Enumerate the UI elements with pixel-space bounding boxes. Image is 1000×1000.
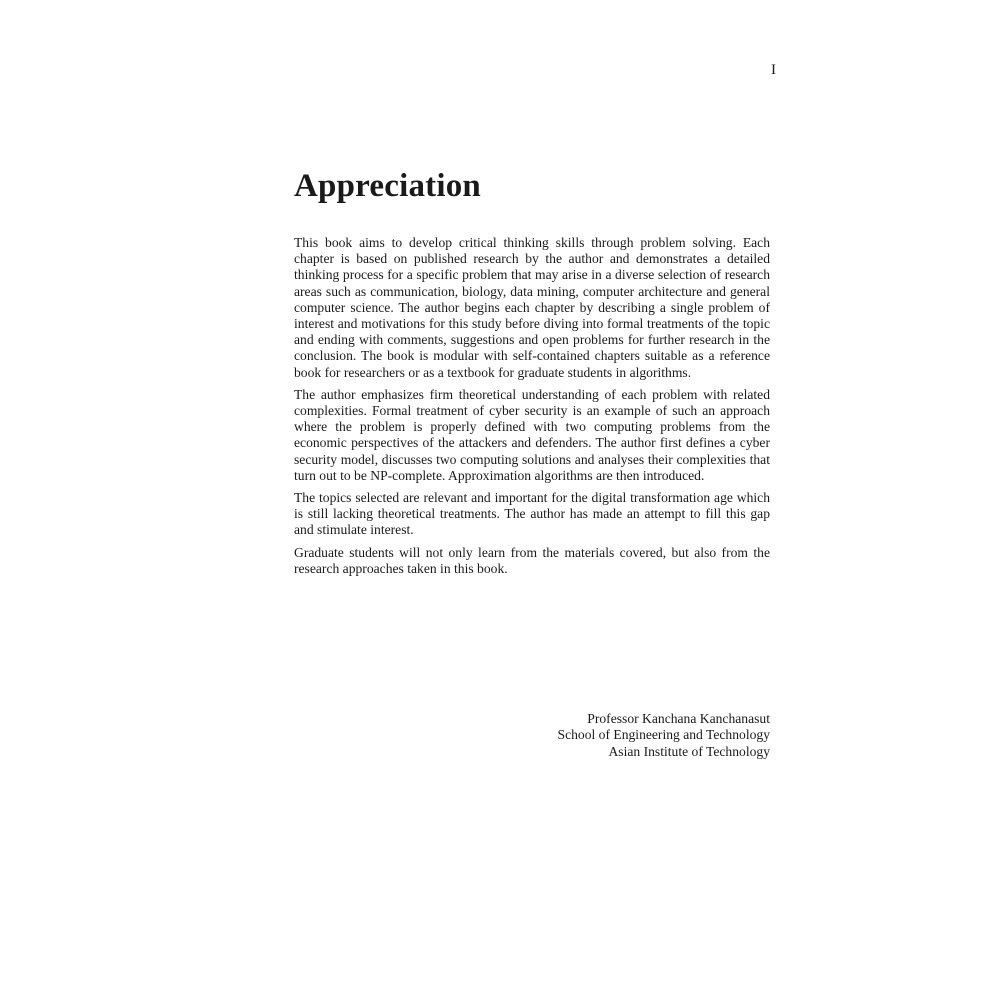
body-text (294, 235, 770, 583)
signature-block (470, 711, 770, 760)
paragraph: This book aims to develop critical thinking skills through problem solving. Each chapter is based on published research by the author and demonstrates a detailed thinking process for a specific problem that may arise in a diverse selection of research areas such as communication, biology, data mining, computer architecture and general computer science. The author begins each chapter by describing a single problem of interest and motivations for this study before diving into formal treatments of the topic and ending with comments, suggestions and open problems for further research in the conclusion. The book is modular with self-contained chapters suitable as a reference book for researchers or as a textbook for graduate students in algorithms. (294, 235, 770, 380)
chapter-title: Appreciation (294, 168, 481, 204)
paragraph: The topics selected are relevant and important for the digital transformation age which is still lacking theoretical treatments. The author has made an attempt to fill this gap and stimulate interest. (294, 490, 770, 538)
signature-institute: Asian Institute of Technology (608, 743, 770, 759)
paragraph: Graduate students will not only learn from the materials covered, but also from the research approaches taken in this book. (294, 544, 770, 576)
paragraph: The author emphasizes firm theoretical understanding of each problem with related complexities. Formal treatment of cyber security is an example of such an approach where the problem is properly defined with two computing problems from the economic perspectives of the attackers and defenders. The author first defines a cyber security model, discusses two computing solutions and analyses their complexities that turn out to be NP-complete. Approximation algorithms are then introduced. (294, 386, 770, 483)
page-number: I (771, 62, 776, 78)
signature-name: Professor Kanchana Kanchanasut (587, 711, 770, 726)
signature-school: School of Engineering and Technology (557, 727, 770, 743)
